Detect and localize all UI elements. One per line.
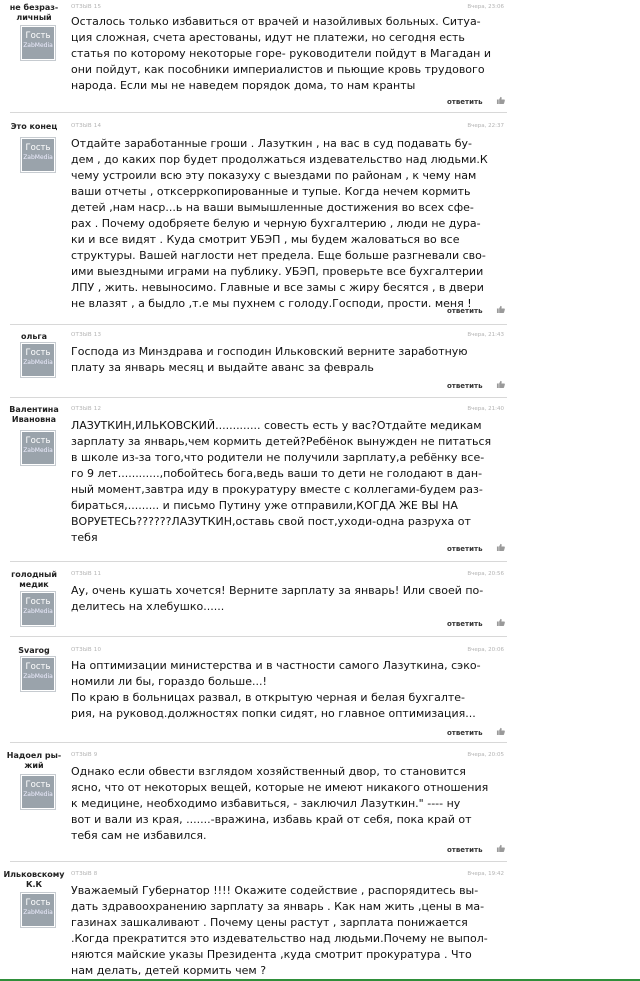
reply-link[interactable]: ответить — [447, 729, 483, 737]
avatar-label: Гость — [25, 597, 51, 607]
comment-number: ОТЗЫВ 12 — [71, 406, 102, 412]
avatar-sub: ZabMedia — [23, 359, 53, 366]
avatar — [22, 344, 54, 376]
avatar — [22, 593, 54, 625]
comment-author[interactable]: голодный медик — [11, 570, 57, 589]
avatar — [22, 776, 54, 808]
comment-author[interactable]: ольга — [21, 332, 47, 341]
comment-date: Вчера, 21:43 — [467, 332, 504, 338]
comment-divider — [10, 324, 507, 325]
comment-divider — [10, 561, 507, 562]
avatar — [22, 658, 54, 690]
avatar-label: Гость — [25, 436, 51, 446]
avatar-label: Гость — [25, 348, 51, 358]
comment-number: ОТЗЫВ 11 — [71, 571, 102, 577]
comment-author[interactable]: Валентина Ивановна — [9, 405, 59, 424]
reply-link[interactable]: ответить — [447, 382, 483, 390]
comment-text: Осталось только избавиться от врачей и назойливых больных. Ситуа- ция сложная, счета арестованы, идут не платежи, но сегодня есть статья по которому некоторые горе- руководители пойдут в Магадан и они пойдут, как пособники империалистов и пьющие кровь трудового народа. Если мы не наведем порядок дома, то нам кранты — [71, 15, 491, 92]
comment-number: ОТЗЫВ 9 — [71, 752, 98, 758]
avatar-label: Гость — [25, 31, 51, 41]
comment-text: Отдайте заработанные гроши . Лазуткин , на вас в суд подавать бу- дем , до каких пор будет продолжаться издевательство над людьми.К чему устроили всю эту показуху с выездами по районам , к чему нам ваши отчеты , отксерркопированные и тупые. Когда нечем кормить детей ,нам наср...ь на ваши вымышленные достижения во всех сфе- рах . Почему одобряете белую и черную бухгалтерию , люди не дура- ки и все видят . Куда смотрит УБЭП , мы будем жаловаться во все структуры. Вашей наглости нет предела. Еще больше разгневали сво- ими выездными играми на публику. УБЭП, проверьте все бухгалтерии ЛПУ , жить. невыносимо. Главные и все замы с жиру бесятся , в двери не влазят , а быдло ,т.е мы пухнем с голоду.Господи, прости. меня ! — [71, 137, 488, 310]
thumbs-up-icon[interactable] — [496, 305, 505, 313]
comment-text: ЛАЗУТКИН,ИЛЬКОВСКИЙ............. совесть есть у вас?Отдайте медикам зарплату за январь,чем кормить детей?Ребёнок вынужден не питаться в школе из-за того,что родители не получили зарплату,а ребёнку все- го 9 лет............,побойтесь бога,ведь ваши то дети не голодают в дан- ный момент,завтра иду в прокуратуру вместе с коллегами-будем раз- бираться,......... и письмо Путину уже отправили,КОГДА ЖЕ ВЫ НА ВОРУЕТЕСЬ??????ЛАЗУТКИН,оставь свой пост,уходи-одна разруха от тебя — [71, 419, 492, 544]
comment-date: Вчера, 19:42 — [467, 871, 504, 877]
comment-date: Вчера, 20:56 — [467, 571, 504, 577]
reply-link[interactable]: ответить — [447, 545, 483, 553]
thumbs-up-icon[interactable] — [496, 727, 505, 735]
comment-author[interactable]: Это конец — [10, 122, 58, 131]
avatar-label: Гость — [25, 143, 51, 153]
avatar-sub: ZabMedia — [23, 447, 53, 454]
comment-author[interactable]: Ильковскому К.К — [3, 870, 65, 889]
comment-author[interactable]: Надоел ры- жий — [6, 751, 62, 770]
comment-date: Вчера, 20:05 — [467, 752, 504, 758]
comment-divider — [10, 636, 507, 637]
thumbs-up-icon[interactable] — [496, 380, 505, 388]
comment-date: Вчера, 20:06 — [467, 647, 504, 653]
comment-divider — [10, 742, 507, 743]
reply-link[interactable]: ответить — [447, 846, 483, 854]
comment-date: Вчера, 22:37 — [467, 123, 504, 129]
avatar-label: Гость — [25, 662, 51, 672]
avatar — [22, 894, 54, 926]
comment-author[interactable]: Svarog — [18, 646, 50, 655]
comment-author[interactable]: не безраз- личный — [9, 3, 59, 22]
comment-divider — [10, 112, 507, 113]
comment-divider — [10, 397, 507, 398]
avatar — [22, 27, 54, 59]
avatar — [22, 139, 54, 171]
reply-link[interactable]: ответить — [447, 620, 483, 628]
comment-text: Ау, очень кушать хочется! Верните зарплату за январь! Или своей по- делитесь на хлебушко...... — [71, 584, 484, 613]
comment-text: Однако если обвести взглядом хозяйственный двор, то становится ясно, что от некоторых вещей, которые не имеют никакого отношения к медицине, необходимо избавиться, - заключил Лазуткин." ---- ну вот и вали из края, .......-вражина, избавь край от себя, пока край от тебя сам не избавился. — [71, 765, 489, 842]
reply-link[interactable]: ответить — [447, 98, 483, 106]
comment-number: ОТЗЫВ 15 — [71, 4, 102, 10]
avatar-label: Гость — [25, 898, 51, 908]
avatar-label: Гость — [25, 780, 51, 790]
comment-number: ОТЗЫВ 14 — [71, 123, 102, 129]
avatar-sub: ZabMedia — [23, 673, 53, 680]
avatar — [22, 432, 54, 464]
comment-number: ОТЗЫВ 10 — [71, 647, 102, 653]
comment-number: ОТЗЫВ 13 — [71, 332, 102, 338]
comment-date: Вчера, 21:40 — [467, 406, 504, 412]
thumbs-up-icon[interactable] — [496, 543, 505, 551]
avatar-sub: ZabMedia — [23, 909, 53, 916]
comment-divider — [10, 861, 507, 862]
thumbs-up-icon[interactable] — [496, 618, 505, 626]
avatar-sub: ZabMedia — [23, 608, 53, 615]
comment-text: На оптимизации министерства и в частности самого Лазуткина, сэко- номили ли бы, гораздо больше...! По краю в больницах развал, в открытую черная и белая бухгалте- рия, на руковод.должностях попки сидят, но главное оптимизация... — [71, 659, 481, 720]
thumbs-up-icon[interactable] — [496, 96, 505, 104]
comment-text: Уважаемый Губернатор !!!! Окажите содействие , распорядитесь вы- дать здравоохранению зарплату за январь . Как нам жить ,цены в ма- газинах зашкаливают . Почему цены растут , зарплата понижается .Когда прекратится это издевательство над людьми.Почему не выпол- няются майские указы Президента ,куда смотрит прокуратура . Что нам делать, детей кормить чем ? — [71, 884, 488, 977]
comment-text: Господа из Минздрава и господин Ильковский верните заработную плату за январь месяц и выдайте аванс за февраль — [71, 345, 468, 374]
reply-link[interactable]: ответить — [447, 307, 483, 315]
thumbs-up-icon[interactable] — [496, 844, 505, 852]
avatar-sub: ZabMedia — [23, 154, 53, 161]
avatar-sub: ZabMedia — [23, 791, 53, 798]
avatar-sub: ZabMedia — [23, 42, 53, 49]
comment-number: ОТЗЫВ 8 — [71, 871, 98, 877]
comment-date: Вчера, 23:06 — [467, 4, 504, 10]
